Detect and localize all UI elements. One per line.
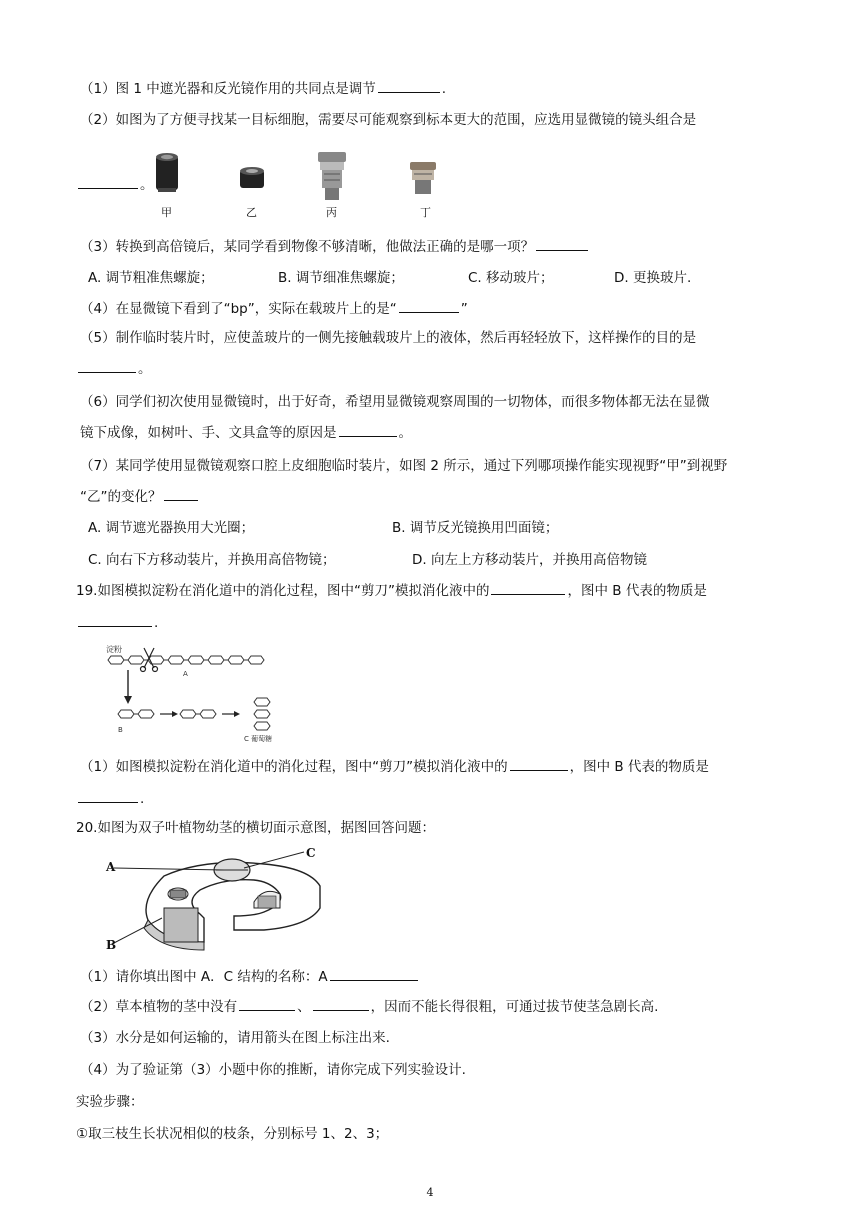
lens-label-yi: 乙 <box>246 206 257 219</box>
answer-blank[interactable] <box>78 788 138 803</box>
q20-part3: （3）水分是如何运输的，请用箭头在图上标注出来. <box>80 1030 390 1046</box>
starch-chain <box>108 656 264 664</box>
answer-blank[interactable] <box>330 966 418 981</box>
q18-p3-option-c[interactable]: C. 移动玻片； <box>468 270 554 286</box>
right-arrow-icon <box>160 711 178 717</box>
lens-figure <box>140 148 460 220</box>
q18-p3-option-d[interactable]: D. 更换玻片. <box>614 270 692 286</box>
q19-question: 19.如图模拟淀粉在消化道中的消化过程，图中“剪刀”模拟消化液中的 ，图中 B 代表的物质是 <box>76 580 707 601</box>
stem-label-c: C <box>306 846 316 860</box>
answer-blank[interactable] <box>510 756 568 771</box>
lens-label-ding: 丁 <box>420 206 431 219</box>
q18-part6: （6）同学们初次使用显微镜时，出于好奇，希望用显微镜观察周围的一切物体，而很多物体都无法在显微 <box>80 394 710 410</box>
q18-p7-option-a[interactable]: A. 调节遮光器换用大光圈； <box>88 520 255 536</box>
answer-blank[interactable] <box>378 78 440 93</box>
q18-part1: （1）图 1 中遮光器和反光镜作用的共同点是调节 . <box>80 78 446 99</box>
q18-part4: （4）在显微镜下看到了“bp”，实际在载玻片上的是“ ” <box>80 298 468 319</box>
answer-blank[interactable] <box>78 612 152 627</box>
answer-blank[interactable] <box>239 996 295 1011</box>
answer-blank[interactable] <box>491 580 565 595</box>
answer-blank[interactable] <box>313 996 369 1011</box>
answer-blank[interactable] <box>78 174 138 189</box>
lens-bing-icon <box>318 152 346 200</box>
q19-sub1: （1）如图模拟淀粉在消化道中的消化过程，图中“剪刀”模拟消化液中的 ，图中 B 代表的物质是 <box>80 756 709 777</box>
down-arrow-icon <box>124 670 132 704</box>
answer-blank[interactable] <box>339 422 397 437</box>
q18-p7-option-d[interactable]: D. 向左上方移动装片，并换用高倍物镜 <box>412 552 647 568</box>
fig-label-c: C 葡萄糖 <box>244 735 273 743</box>
maltose-chain <box>118 710 154 718</box>
glucose-units <box>254 698 270 730</box>
q20-part4: （4）为了验证第（3）小题中你的推断，请你完成下列实验设计. <box>80 1062 466 1078</box>
fig-label-a: A <box>183 670 188 678</box>
q18-p3-option-a[interactable]: A. 调节粗准焦螺旋； <box>88 270 214 286</box>
q20-title: 20.如图为双子叶植物幼茎的横切面示意图，据图回答问题： <box>76 820 435 836</box>
answer-blank[interactable] <box>536 236 588 251</box>
starch-label: 淀粉 <box>106 645 122 654</box>
maltose-chain-2 <box>180 710 216 718</box>
q18-part6-cont: 镜下成像，如树叶、手、文具盒等的原因是 。 <box>80 422 412 443</box>
stem-label-a: A <box>106 860 116 874</box>
lens-yi-icon <box>240 167 264 188</box>
q19-sub1-cont: . <box>76 788 144 809</box>
q20-steps-title: 实验步骤： <box>76 1094 144 1110</box>
q18-part7-cont: “乙”的变化？ <box>80 486 200 507</box>
q18-part2: （2）如图为了方便寻找某一目标细胞，需要尽可能观察到标本更大的范围，应选用显微镜的镜头组合是 <box>80 112 697 128</box>
q18-part7: （7）某同学使用显微镜观察口腔上皮细胞临时装片，如图 2 所示，通过下列哪项操作能实现视野“甲”到视野 <box>80 458 728 474</box>
answer-blank[interactable] <box>78 358 136 373</box>
fig-label-b: B <box>118 726 123 734</box>
lens-ding-icon <box>410 162 436 194</box>
q18-p7-option-c[interactable]: C. 向右下方移动装片，并换用高倍物镜； <box>88 552 336 568</box>
starch-digestion-diagram <box>104 642 294 742</box>
q18-part5: （5）制作临时装片时，应使盖玻片的一侧先接触载玻片上的液体，然后再轻轻放下，这样操作的目的是 <box>80 330 697 346</box>
q19-question-cont: . <box>76 612 158 633</box>
lens-label-jia: 甲 <box>161 206 172 219</box>
q18-p7-option-b[interactable]: B. 调节反光镜换用凹面镜； <box>392 520 559 536</box>
answer-blank[interactable] <box>399 298 459 313</box>
lens-jia-icon <box>156 153 178 192</box>
right-arrow-icon-2 <box>222 711 240 717</box>
q20-part2: （2）草本植物的茎中没有 、 ，因而不能长得很粗，可通过拔节使茎急剧长高. <box>80 996 658 1017</box>
answer-blank[interactable] <box>164 486 198 501</box>
lens-label-bing: 丙 <box>326 206 337 219</box>
q18-part2-answer: 。 <box>76 174 154 195</box>
q20-part1: （1）请你填出图中 A．C 结构的名称：A <box>80 966 420 987</box>
q18-part3: （3）转换到高倍镜后，某同学看到物像不够清晰，他做法正确的是哪一项？ <box>80 236 590 257</box>
stem-label-b: B <box>106 938 117 952</box>
page-number: 4 <box>426 1186 434 1199</box>
stem-cross-section-diagram <box>104 846 336 956</box>
q20-step1: ①取三枝生长状况相似的枝条，分别标号 1、2、3； <box>76 1126 389 1142</box>
q18-p3-option-b[interactable]: B. 调节细准焦螺旋； <box>278 270 404 286</box>
q18-part5-answer: 。 <box>76 358 152 379</box>
